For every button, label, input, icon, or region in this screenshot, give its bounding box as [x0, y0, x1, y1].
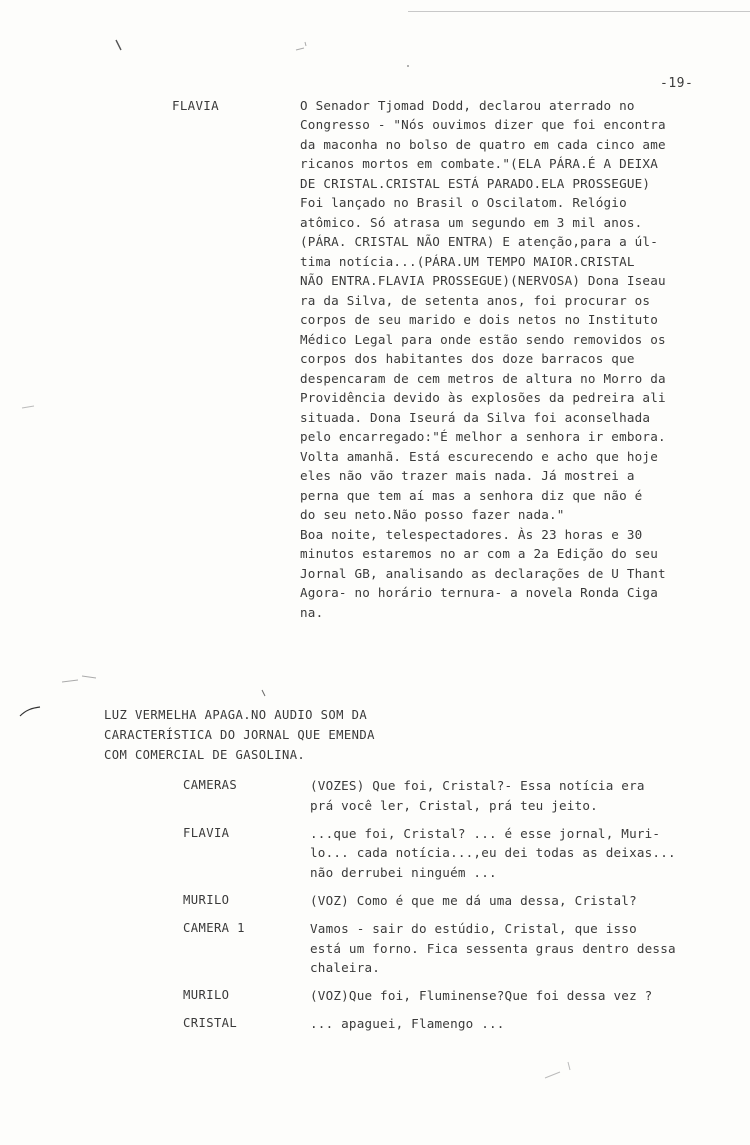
dialogue-line: chaleira.: [310, 960, 381, 976]
speech-line: corpos dos habitantes dos doze barracos que: [300, 351, 635, 367]
dialogue-entry: [183, 986, 743, 1006]
speaker-name: MURILO: [183, 988, 230, 1003]
speaker-name: CRISTAL: [183, 1015, 238, 1030]
speech-line: perna que tem aí mas a senhora diz que não é: [300, 487, 643, 503]
speech-line: O Senador Tjomad Dodd, declarou aterrado no: [300, 98, 635, 113]
dialogue-line: ...que foi, Cristal? ... é esse jornal, Muri-: [310, 825, 661, 841]
dialogue-entry: [183, 776, 743, 816]
speech-line: tima notícia...(PÁRA.UM TEMPO MAIOR.CRISTAL: [300, 253, 635, 269]
speech-line: DE CRISTAL.CRISTAL ESTÁ PARADO.ELA PROSSEGUE): [300, 175, 651, 191]
speech-line: da maconha no bolso de quatro em cada cinco ame: [300, 136, 666, 152]
dialogue-section: [183, 776, 743, 1042]
dialogue-line: não derrubei ninguém ...: [310, 865, 497, 881]
speech-line: Agora- no horário ternura- a novela Ronda Ciga: [300, 585, 658, 601]
speaker-name: FLAVIA: [183, 825, 230, 840]
speech-line: despencaram de cem metros de altura no Morro da: [300, 370, 666, 386]
dialogue-line: lo... cada notícia...,eu dei todas as deixas...: [310, 845, 676, 861]
speech-line: situada. Dona Iseurá da Silva foi aconselhada: [300, 409, 651, 425]
dialogue-text: [310, 891, 743, 911]
speech-line: corpos de seu marido e dois netos no Instituto: [300, 312, 658, 328]
speech-line: na.: [300, 604, 324, 620]
speech-line: atômico. Só atrasa um segundo em 3 mil anos.: [300, 214, 643, 230]
dialogue-entry: [183, 919, 743, 978]
speech-line: (PÁRA. CRISTAL NÃO ENTRA) E atenção,para a úl-: [300, 234, 658, 250]
dialogue-line: (VOZ) Como é que me dá uma dessa, Cristal?: [310, 892, 637, 908]
dialogue-line: (VOZ)Que foi, Fluminense?Que foi dessa vez ?: [310, 988, 653, 1004]
dialogue-line: prá você ler, Cristal, prá teu jeito.: [310, 797, 598, 813]
speech-line: Congresso - "Nós ouvimos dizer que foi encontra: [300, 117, 666, 133]
dialogue-text: [310, 1014, 743, 1034]
speech-line: Médico Legal para onde estão sendo removidos os: [300, 331, 666, 347]
dialogue-line: Vamos - sair do estúdio, Cristal, que isso: [310, 920, 637, 936]
dialogue-text: [310, 776, 743, 816]
dialogue-text: [310, 986, 743, 1006]
dialogue-entry: [183, 824, 743, 883]
dialogue-text: [310, 919, 743, 978]
stage-direction-line: LUZ VERMELHA APAGA.NO AUDIO SOM DA: [104, 708, 368, 722]
speech-line: Foi lançado no Brasil o Oscilatom. Relógio: [300, 195, 627, 211]
dialogue-line: ... apaguei, Flamengo ...: [310, 1015, 505, 1031]
speech-line: NÃO ENTRA.FLAVIA PROSSEGUE)(NERVOSA) Dona Iseau: [300, 273, 666, 289]
dialogue-line: (VOZES) Que foi, Cristal?- Essa notícia era: [310, 778, 645, 793]
speaker-flavia: FLAVIA: [172, 98, 219, 113]
dialogue-entry: [183, 1014, 743, 1034]
speech-line: pelo encarregado:"É melhor a senhora ir embora.: [300, 429, 666, 445]
speaker-name: CAMERA 1: [183, 920, 245, 935]
speaker-name: MURILO: [183, 892, 230, 907]
page-number: -19-: [660, 76, 694, 91]
speech-line: Jornal GB, analisando as declarações de U Thant: [300, 565, 666, 581]
stage-direction-line: COM COMERCIAL DE GASOLINA.: [104, 748, 306, 762]
stage-direction: [104, 705, 524, 765]
dialogue-entry: [183, 891, 743, 911]
dialogue-line: está um forno. Fica sessenta graus dentro dessa: [310, 940, 676, 956]
flavia-speech-block: [300, 96, 745, 622]
speaker-name: CAMERAS: [183, 778, 238, 792]
speech-line: Boa noite, telespectadores. Às 23 horas e 30: [300, 526, 643, 542]
dialogue-text: [310, 824, 743, 883]
speech-line: Providência devido às explosões da pedreira ali: [300, 390, 666, 406]
speech-line: minutos estaremos no ar com a 2a Edição do seu: [300, 546, 658, 562]
speech-line: eles não vão trazer mais nada. Já mostrei a: [300, 468, 635, 484]
speech-line: ricanos mortos em combate."(ELA PÁRA.É A DEIXA: [300, 156, 658, 172]
speech-line: do seu neto.Não posso fazer nada.": [300, 507, 565, 523]
speech-line: ra da Silva, de setenta anos, foi procurar os: [300, 292, 651, 308]
stage-direction-line: CARACTERÍSTICA DO JORNAL QUE EMENDA: [104, 728, 375, 742]
speech-line: Volta amanhã. Está escurecendo e acho que hoje: [300, 448, 658, 464]
